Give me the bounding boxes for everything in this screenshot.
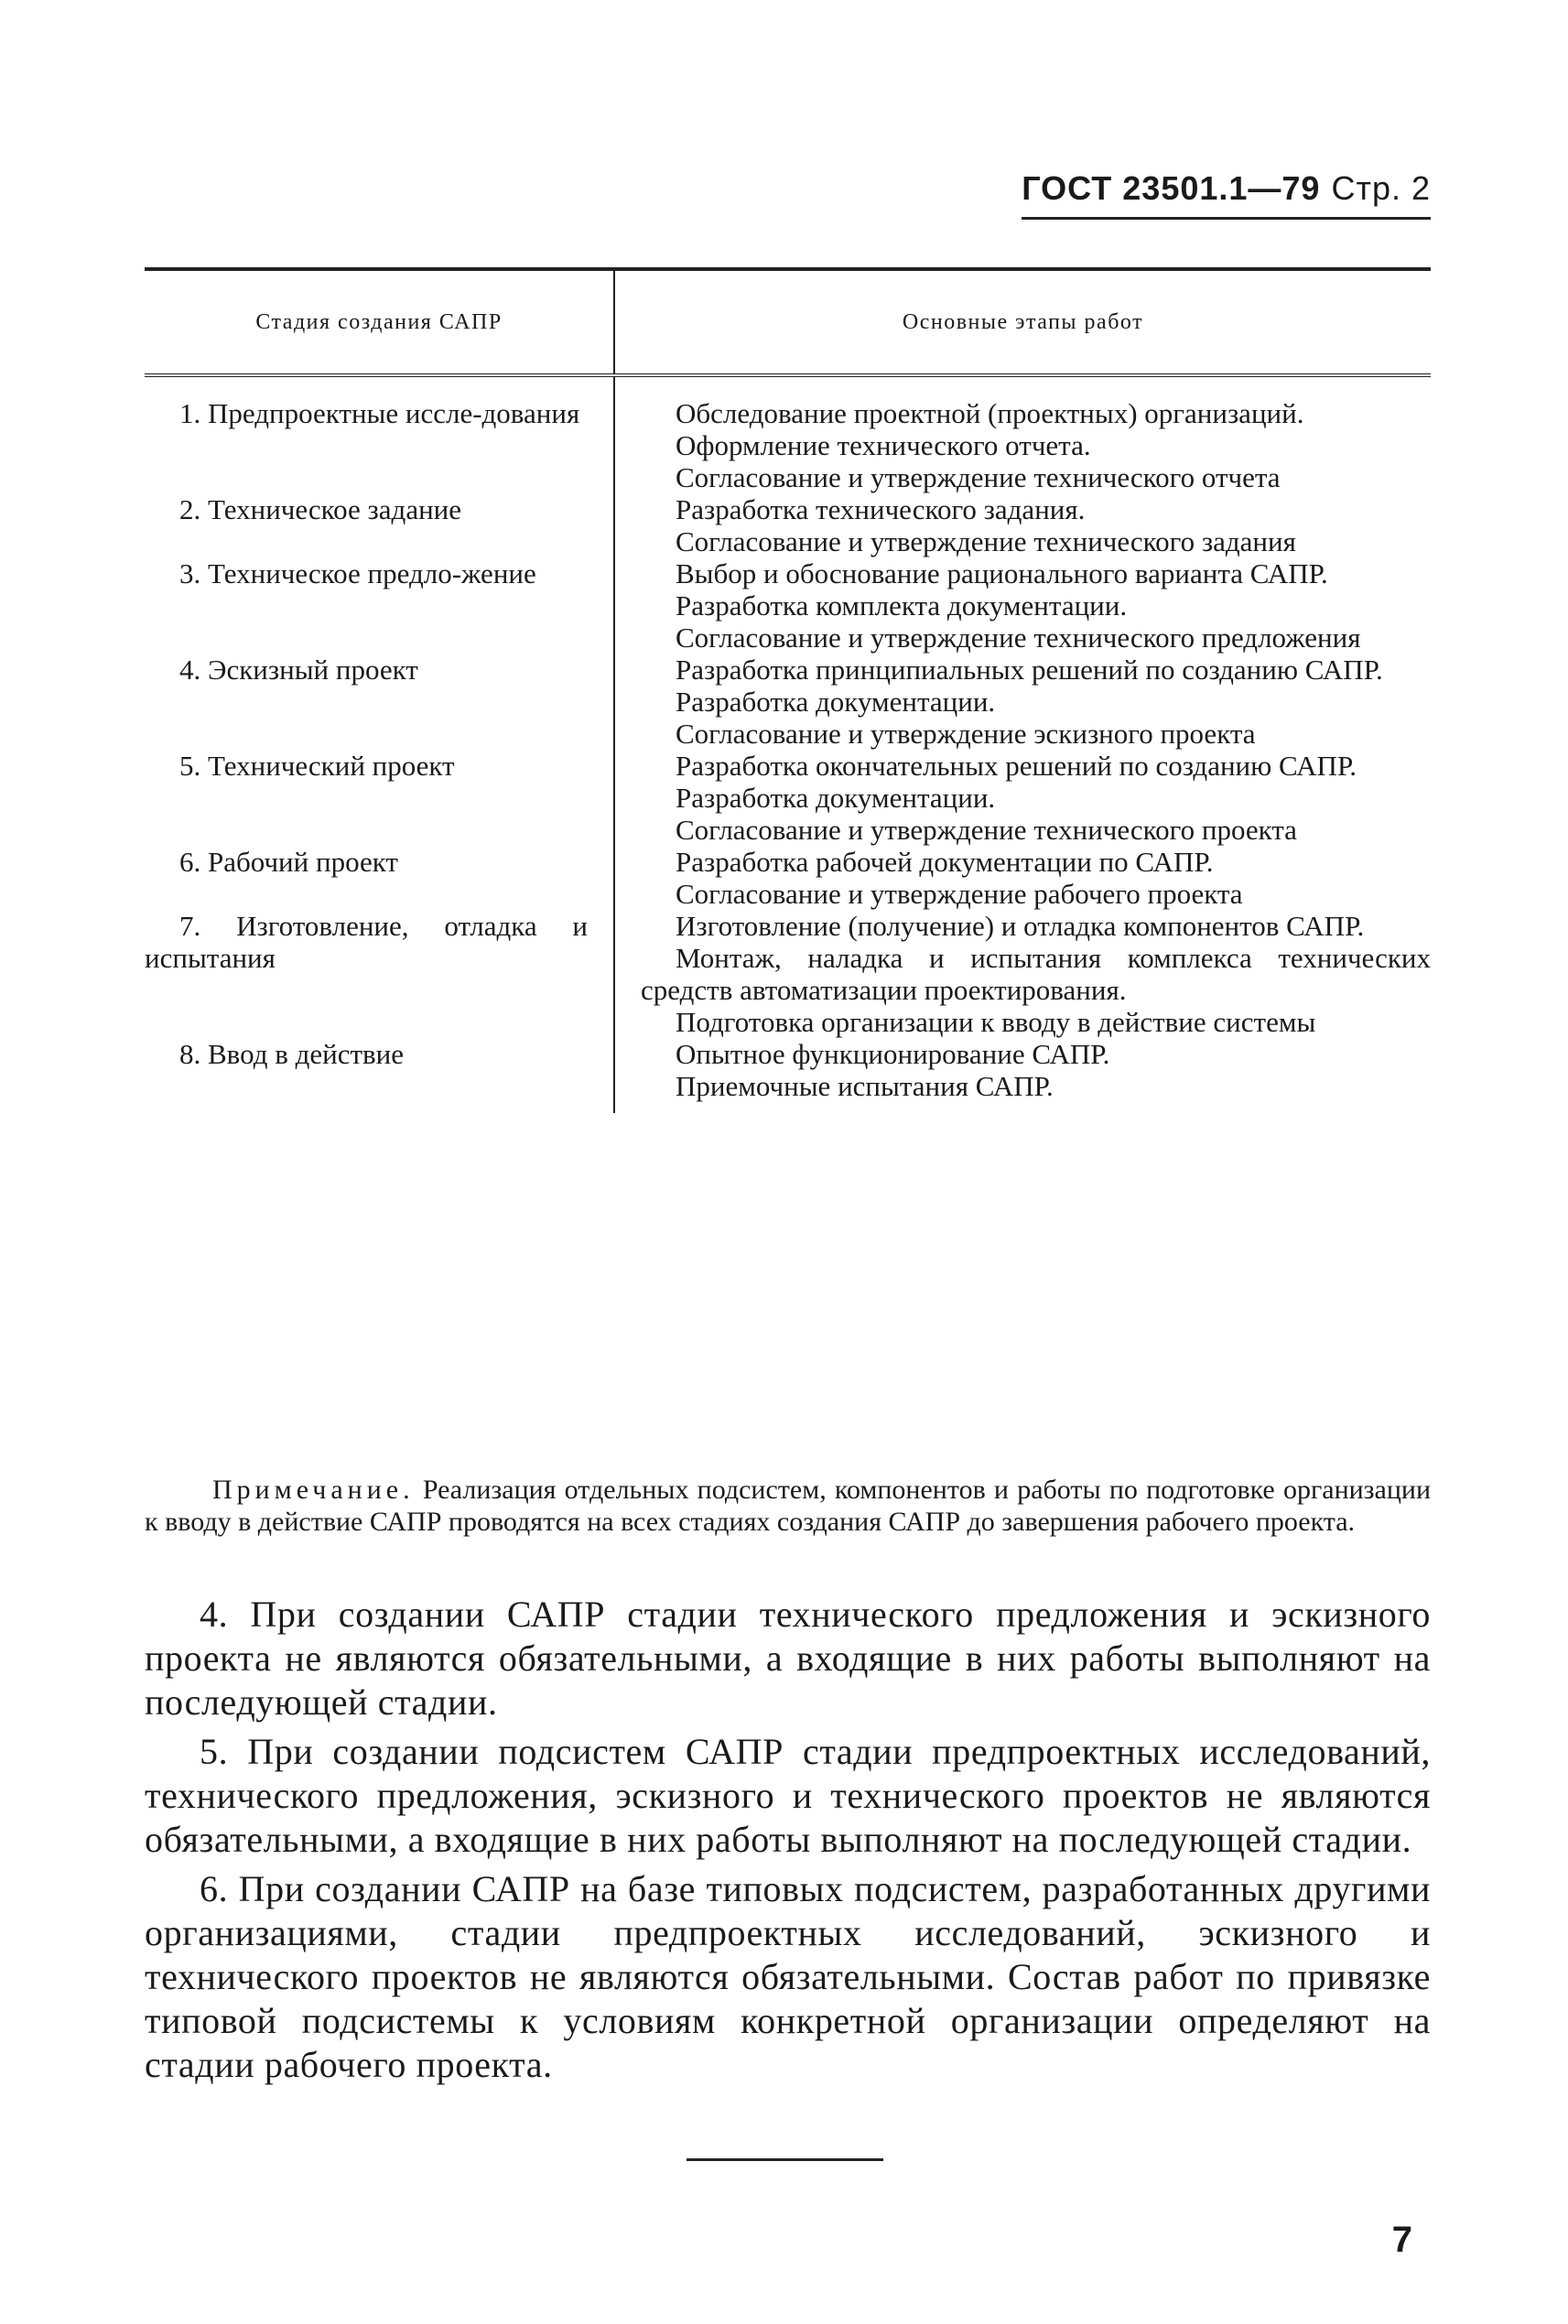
stage-name: 6. Рабочий проект bbox=[179, 846, 398, 878]
works-cell bbox=[614, 375, 1431, 493]
stages-table bbox=[145, 267, 1431, 1113]
work-item: Подготовка организации к вводу в действие системы bbox=[676, 1006, 1316, 1038]
work-item: Согласование и утверждение технического задания bbox=[676, 525, 1296, 557]
note-label: Примечание. bbox=[212, 1475, 415, 1505]
work-item: Опытное функционирование САПР. bbox=[676, 1038, 1110, 1070]
stage-name: 3. Техническое предло-жение bbox=[179, 557, 536, 589]
stage-name: 7. Изготовление, отладка и испытания bbox=[145, 910, 588, 974]
table-row bbox=[145, 493, 1431, 557]
table-row bbox=[145, 1038, 1431, 1113]
note-text: Реализация отдельных подсистем, компонентов и работы по подготовке организации к вводу в действие САПР проводятся на всех стадиях создания САПР до завершения рабочего проекта. bbox=[145, 1475, 1432, 1537]
table-row bbox=[145, 557, 1431, 654]
works-cell bbox=[614, 846, 1431, 910]
stage-cell bbox=[145, 910, 614, 1038]
work-item: Согласование и утверждение технического предложения bbox=[676, 622, 1361, 654]
standard-number: ГОСТ 23501.1—79 bbox=[1022, 169, 1321, 207]
column-header-stage: Стадия создания САПР bbox=[145, 269, 614, 375]
work-item: Монтаж, наладка и испытания комплекса технических средств автоматизации проектирования. bbox=[641, 942, 1431, 1006]
table-row bbox=[145, 375, 1431, 493]
work-item: Разработка окончательных решений по созданию САПР. bbox=[676, 750, 1357, 782]
work-item: Согласование и утверждение технического отчета bbox=[676, 461, 1281, 493]
table-row bbox=[145, 750, 1431, 846]
work-item: Разработка принципиальных решений по созданию САПР. bbox=[676, 654, 1383, 686]
table-header-row bbox=[145, 269, 1431, 375]
stage-cell bbox=[145, 1038, 614, 1113]
stage-cell bbox=[145, 654, 614, 750]
body-text bbox=[145, 1593, 1431, 2092]
work-item: Разработка технического задания. bbox=[676, 493, 1086, 525]
works-cell bbox=[614, 1038, 1431, 1113]
work-item: Приемочные испытания САПР. bbox=[676, 1070, 1054, 1102]
work-item: Разработка документации. bbox=[676, 782, 996, 814]
page-label: Стр. 2 bbox=[1331, 169, 1431, 207]
work-item: Разработка рабочей документации по САПР. bbox=[676, 846, 1214, 878]
stage-name: 2. Техническое задание bbox=[179, 493, 462, 525]
column-header-works: Основные этапы работ bbox=[614, 269, 1431, 375]
stage-cell bbox=[145, 493, 614, 557]
stage-cell bbox=[145, 375, 614, 493]
works-cell bbox=[614, 557, 1431, 654]
paragraph-4: 4. При создании САПР стадии технического предложения и эскизного проекта не являются обязательными, а входящие в них работы выполняют на последующей стадии. bbox=[145, 1594, 1431, 1723]
table-row bbox=[145, 654, 1431, 750]
section-divider bbox=[687, 2158, 883, 2161]
table-row bbox=[145, 846, 1431, 910]
stage-name: 8. Ввод в действие bbox=[179, 1038, 405, 1070]
stage-name: 4. Эскизный проект bbox=[179, 654, 418, 686]
table-row bbox=[145, 910, 1431, 1038]
work-item: Обследование проектной (проектных) организаций. bbox=[676, 397, 1304, 429]
page-number: 7 bbox=[1391, 2220, 1412, 2260]
paragraph-6: 6. При создании САПР на базе типовых подсистем, разработанных другими организациями, стадии предпроектных исследований, эскизного и технического проектов не являются обязательными. Состав работ по привязке типовой подсистемы к условиям конкретной организации определяют на стадии рабочего проекта. bbox=[145, 1868, 1431, 2085]
works-cell bbox=[614, 910, 1431, 1038]
work-item: Согласование и утверждение рабочего проекта bbox=[676, 878, 1243, 910]
table-note bbox=[145, 1474, 1431, 1538]
stage-name: 1. Предпроектные иссле-дования bbox=[179, 397, 580, 429]
works-cell bbox=[614, 750, 1431, 846]
work-item: Изготовление (получение) и отладка компонентов САПР. bbox=[676, 910, 1365, 942]
work-item: Выбор и обоснование рационального варианта САПР. bbox=[676, 557, 1328, 589]
work-item: Оформление технического отчета. bbox=[676, 429, 1091, 461]
work-item: Согласование и утверждение эскизного проекта bbox=[676, 718, 1256, 750]
work-item: Разработка комплекта документации. bbox=[676, 589, 1128, 622]
stage-name: 5. Технический проект bbox=[179, 750, 455, 782]
stage-cell bbox=[145, 557, 614, 654]
work-item: Согласование и утверждение технического проекта bbox=[676, 814, 1297, 846]
works-cell bbox=[614, 493, 1431, 557]
stage-cell bbox=[145, 750, 614, 846]
stage-cell bbox=[145, 846, 614, 910]
table-body bbox=[145, 375, 1431, 1113]
works-cell bbox=[614, 654, 1431, 750]
work-item: Разработка документации. bbox=[676, 686, 996, 718]
page-header bbox=[1022, 169, 1431, 220]
paragraph-5: 5. При создании подсистем САПР стадии предпроектных исследований, технического предложения, эскизного и технического проектов не являются обязательными, а входящие в них работы выполняют на последующей стадии. bbox=[145, 1731, 1431, 1860]
